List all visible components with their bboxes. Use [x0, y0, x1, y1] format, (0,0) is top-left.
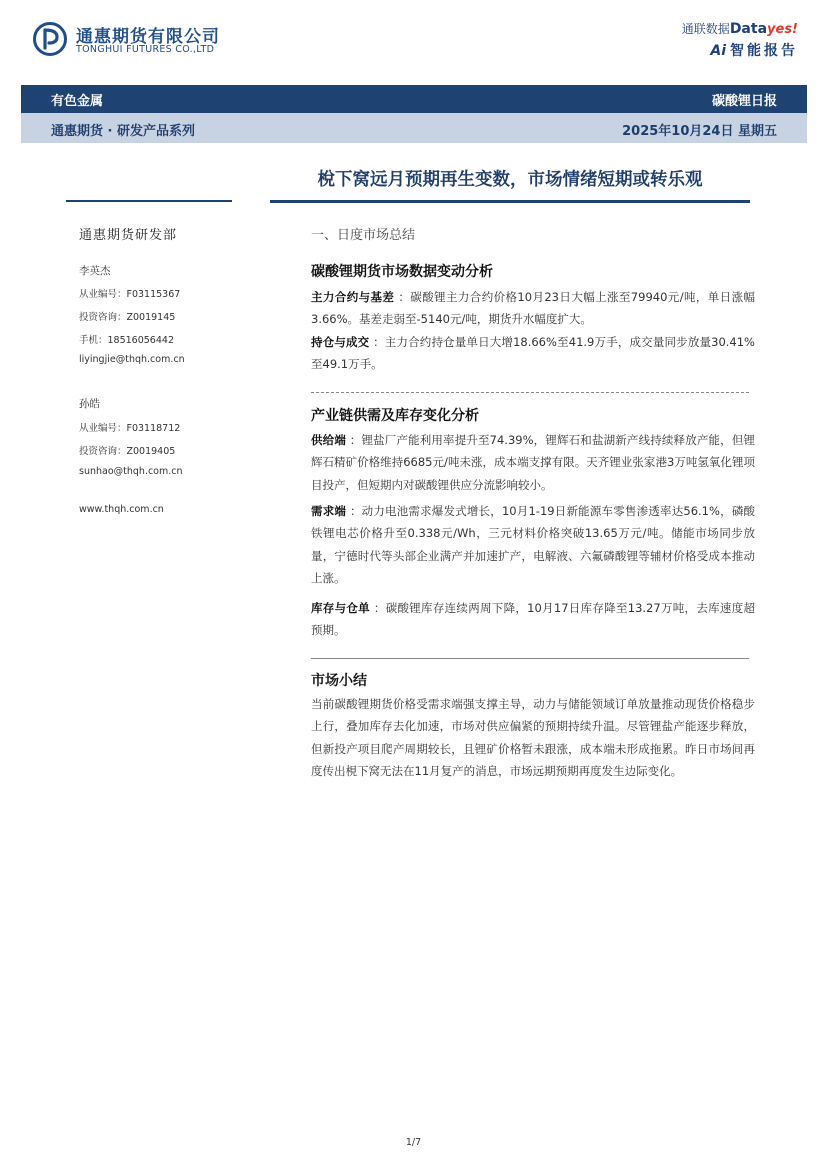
- report-date: 2025年10月24日 星期五: [622, 124, 777, 139]
- ai-report-label: 智能报告: [730, 43, 798, 59]
- block-title: 碳酸锂期货市场数据变动分析: [311, 264, 493, 280]
- paragraph: [311, 286, 755, 331]
- dashed-divider: [311, 392, 749, 393]
- paragraph-label: 供给端: [311, 433, 346, 447]
- paragraph-text: ：主力合约持仓量单日大增18.66%至41.9万手，成交量同步放量30.41%至49.1万手。: [311, 335, 755, 372]
- paragraph: [311, 331, 755, 376]
- paragraph-text: ：碳酸锂主力合约价格10月23日大幅上涨至79940元/吨，单日涨幅3.66%。基差走弱至-5140元/吨，期货升水幅度扩大。: [311, 290, 755, 327]
- tonghui-logo-icon: [33, 22, 67, 56]
- paragraph-text: ：碳酸锂库存连续两周下降，10月17日库存降至13.27万吨，去库速度超预期。: [311, 601, 755, 638]
- analyst-name: 李英杰: [79, 265, 111, 277]
- datayes-prefix: 通联数据: [681, 22, 730, 36]
- ai-mark: Ai: [710, 43, 726, 59]
- analyst-email[interactable]: liyingjie@thqh.com.cn: [79, 354, 185, 365]
- block-title: 产业链供需及库存变化分析: [311, 408, 479, 424]
- page-number: 1/7: [405, 1137, 422, 1148]
- company-name-en: TONGHUI FUTURES CO.,LTD: [76, 44, 215, 55]
- report-type-label: 碳酸锂日报: [711, 94, 777, 109]
- datayes-logo: [682, 20, 798, 37]
- section-heading: 一、日度市场总结: [311, 228, 416, 243]
- title-rule: [270, 200, 750, 203]
- report-title: 梲下窝远月预期再生变数，市场情绪短期或转乐观: [317, 170, 703, 190]
- paragraph-text: ：动力电池需求爆发式增长，10月1-19日新能源车零售渗透率达56.1%，磷酸铁锂电芯价格升至0.338元/Wh，三元材料价格突破13.65万元/吨。储能市场同步放量，宁德时代等头部企业满产并加速扩产，电解液、六氟磷酸锂等辅材价格受成本推动上涨。: [311, 504, 756, 585]
- research-dept: 通惠期货研发部: [79, 228, 178, 243]
- website-link[interactable]: www.thqh.com.cn: [79, 504, 164, 515]
- company-name-cn: 通惠期货有限公司: [76, 27, 220, 47]
- series-label: 通惠期货 · 研发产品系列: [51, 124, 195, 139]
- analyst-phone: 手机：18516056442: [79, 335, 174, 346]
- analyst-name: 孙皓: [79, 398, 100, 410]
- paragraph: 当前碳酸锂期货价格受需求端强支撑主导，动力与储能领域订单放量推动现货价格稳步上行，叠加库存去化加速，市场对供应偏紧的预期持续升温。尽管锂盐产能逐步释放，但新投产项目爬产周期较长，且锂矿价格暂未跟涨，成本端未形成拖累。昨日市场间再度传出梘下窝无法在11月复产的消息，市场远期预期再度发生边际变化。: [311, 697, 755, 778]
- paragraph: [311, 429, 755, 496]
- analyst-email[interactable]: sunhao@thqh.com.cn: [79, 466, 183, 477]
- paragraph-label: 主力合约与基差: [311, 290, 395, 304]
- paragraph-text: ：锂盐厂产能利用率提升至74.39%，锂辉石和盐湖新产线持续释放产能，但锂辉石精矿价格维持6685元/吨未涨，成本端支撑有限。天齐锂业张家港3万吨氢氧化锂项目投产，但短期内对碳酸锂供应分流影响较小。: [311, 433, 755, 492]
- paragraph-label: 需求端: [311, 504, 347, 518]
- series-banner: [21, 113, 807, 143]
- analyst-license: 从业编号：F03118712: [79, 423, 181, 434]
- analyst-consult-id: 投资咨询：Z0019145: [79, 312, 176, 323]
- analyst-consult-id: 投资咨询：Z0019405: [79, 446, 176, 457]
- paragraph-label: 库存与仓单: [311, 601, 370, 615]
- datayes-brand: Data: [729, 21, 768, 37]
- ai-report-logo: [710, 40, 798, 60]
- datayes-suffix: yes!: [767, 22, 798, 37]
- paragraph: [311, 597, 755, 642]
- sidebar-rule: [66, 200, 232, 202]
- divider: [311, 658, 749, 659]
- category-banner: [21, 85, 807, 113]
- analyst-license: 从业编号：F03115367: [79, 289, 181, 300]
- paragraph: [311, 500, 755, 589]
- paragraph-label: 持仓与成交: [311, 335, 370, 349]
- category-label: 有色金属: [51, 94, 104, 109]
- block-title: 市场小结: [311, 673, 367, 689]
